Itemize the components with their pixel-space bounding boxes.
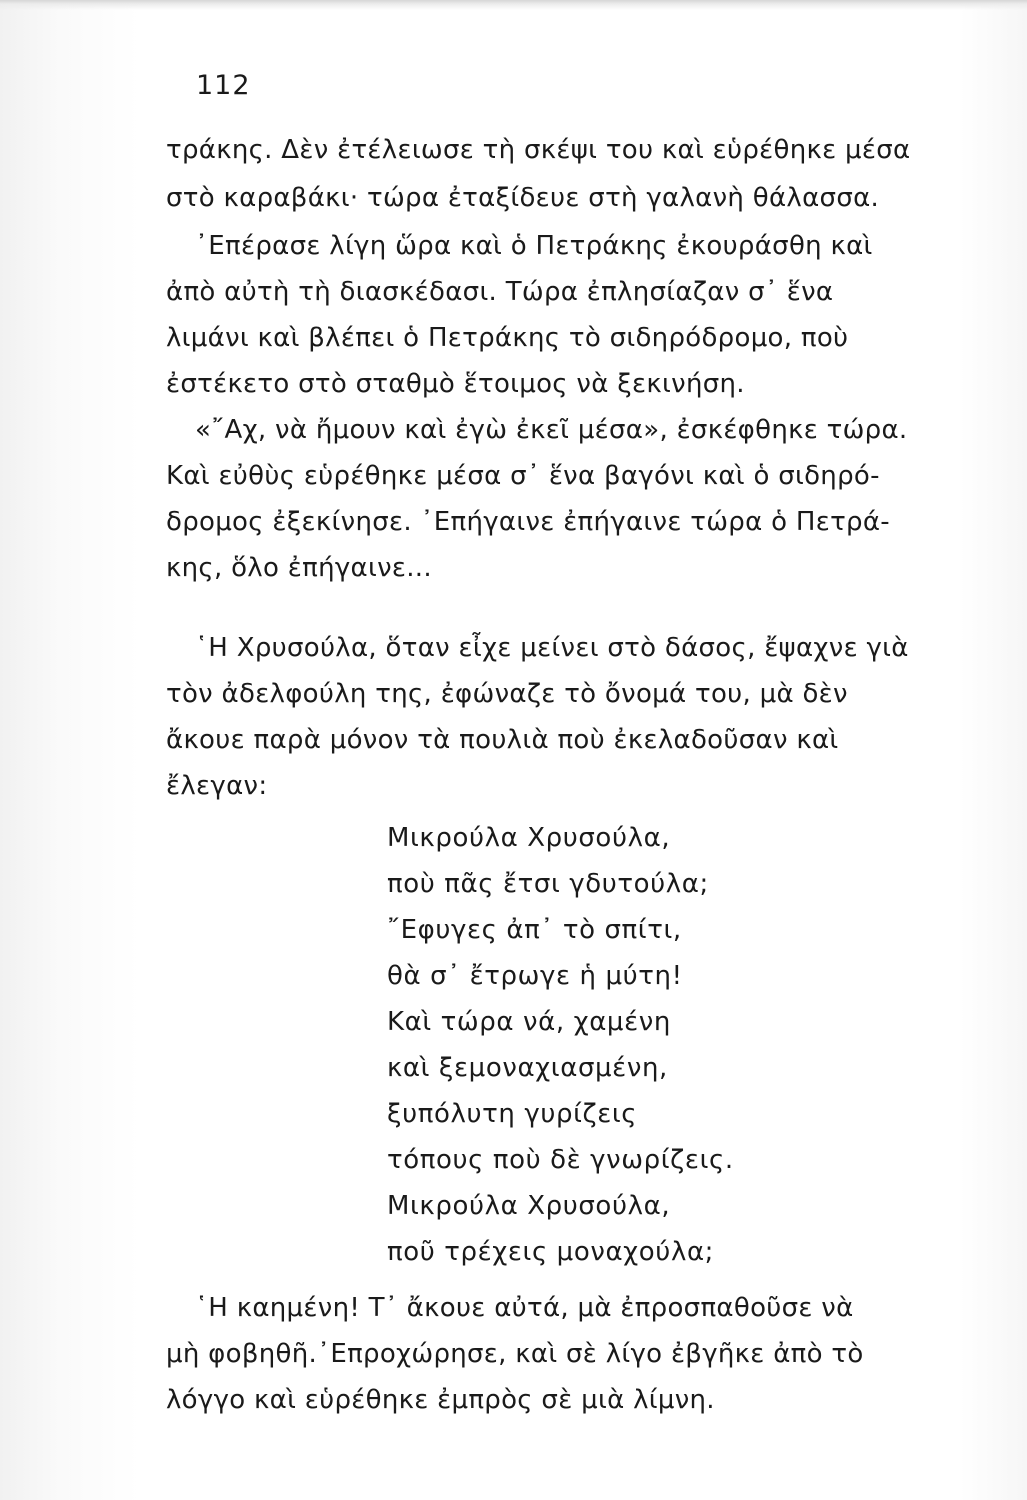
text-line: μὴ φοβηθῆ.᾿Επροχώρησε, καὶ σὲ λίγο ἐβγῆκε ἀπὸ τὸ bbox=[166, 1339, 864, 1369]
text-line: ἔλεγαν: bbox=[166, 771, 268, 801]
text-line: ἀπὸ αὐτὴ τὴ διασκέδασι. Τώρα ἐπλησίαζαν σ᾿ ἕνα bbox=[166, 277, 834, 307]
text-line: ῾Η καημένη! Τ᾿ ἄκουε αὐτά, μὰ ἐπροσπαθοῦσε νὰ bbox=[195, 1293, 854, 1323]
text-line: στὸ καραβάκι· τώρα ἐταξίδευε στὴ γαλανὴ θάλασσα. bbox=[166, 183, 880, 213]
verse-line: ποῦ τρέχεις μοναχούλα; bbox=[387, 1237, 715, 1267]
text-line: ᾿Επέρασε λίγη ὥρα καὶ ὁ Πετράκης ἐκουράσθη καὶ bbox=[195, 231, 873, 261]
text-line: τὸν ἀδελφούλη της, ἐφώναζε τὸ ὄνομά του, μὰ δὲν bbox=[166, 679, 848, 709]
page-top-edge bbox=[0, 0, 1027, 10]
text-line: δρομος ἐξεκίνησε. ᾿Επήγαινε ἐπήγαινε τώρα ὁ Πετρά- bbox=[166, 507, 890, 537]
text-line: ἐστέκετο στὸ σταθμὸ ἕτοιμος νὰ ξεκινήση. bbox=[166, 369, 745, 399]
text-line: «῎Αχ, νὰ ἤμουν καὶ ἐγὼ ἐκεῖ μέσα», ἐσκέφθηκε τώρα. bbox=[195, 415, 908, 445]
text-line: Καὶ εὐθὺς εὑρέθηκε μέσα σ᾿ ἕνα βαγόνι καὶ ὁ σιδηρό- bbox=[166, 461, 880, 491]
text-line: κης, ὅλο ἐπήγαινε... bbox=[166, 553, 432, 583]
verse-line: Μικρούλα Χρυσούλα, bbox=[387, 823, 671, 853]
verse-line: ξυπόλυτη γυρίζεις bbox=[387, 1099, 638, 1129]
verse-line: θὰ σ᾿ ἔτρωγε ἡ μύτη! bbox=[387, 961, 683, 991]
text-line: ἄκουε παρὰ μόνον τὰ πουλιὰ ποὺ ἐκελαδοῦσαν καὶ bbox=[166, 725, 839, 755]
verse-line: Μικρούλα Χρυσούλα, bbox=[387, 1191, 671, 1221]
verse-line: ποὺ πᾶς ἔτσι γδυτούλα; bbox=[387, 869, 709, 899]
text-line: τράκης. Δὲν ἐτέλειωσε τὴ σκέψι του καὶ εὑρέθηκε μέσα bbox=[166, 135, 911, 165]
text-line: λόγγο καὶ εὑρέθηκε ἐμπρὸς σὲ μιὰ λίμνη. bbox=[166, 1385, 715, 1415]
verse-line: Καὶ τώρα νά, χαμένη bbox=[387, 1007, 671, 1037]
text-line: λιμάνι καὶ βλέπει ὁ Πετράκης τὸ σιδηρόδρομο, ποὺ bbox=[166, 323, 849, 353]
text-line: ῾Η Χρυσούλα, ὅταν εἶχε μείνει στὸ δάσος, ἔψαχνε γιὰ bbox=[195, 633, 909, 663]
verse-line: τόπους ποὺ δὲ γνωρίζεις. bbox=[387, 1145, 734, 1175]
page-number: 112 bbox=[196, 70, 251, 101]
verse-line: ῎Εφυγες ἀπ᾿ τὸ σπίτι, bbox=[387, 915, 682, 945]
verse-line: καὶ ξεμοναχιασμένη, bbox=[387, 1053, 668, 1083]
